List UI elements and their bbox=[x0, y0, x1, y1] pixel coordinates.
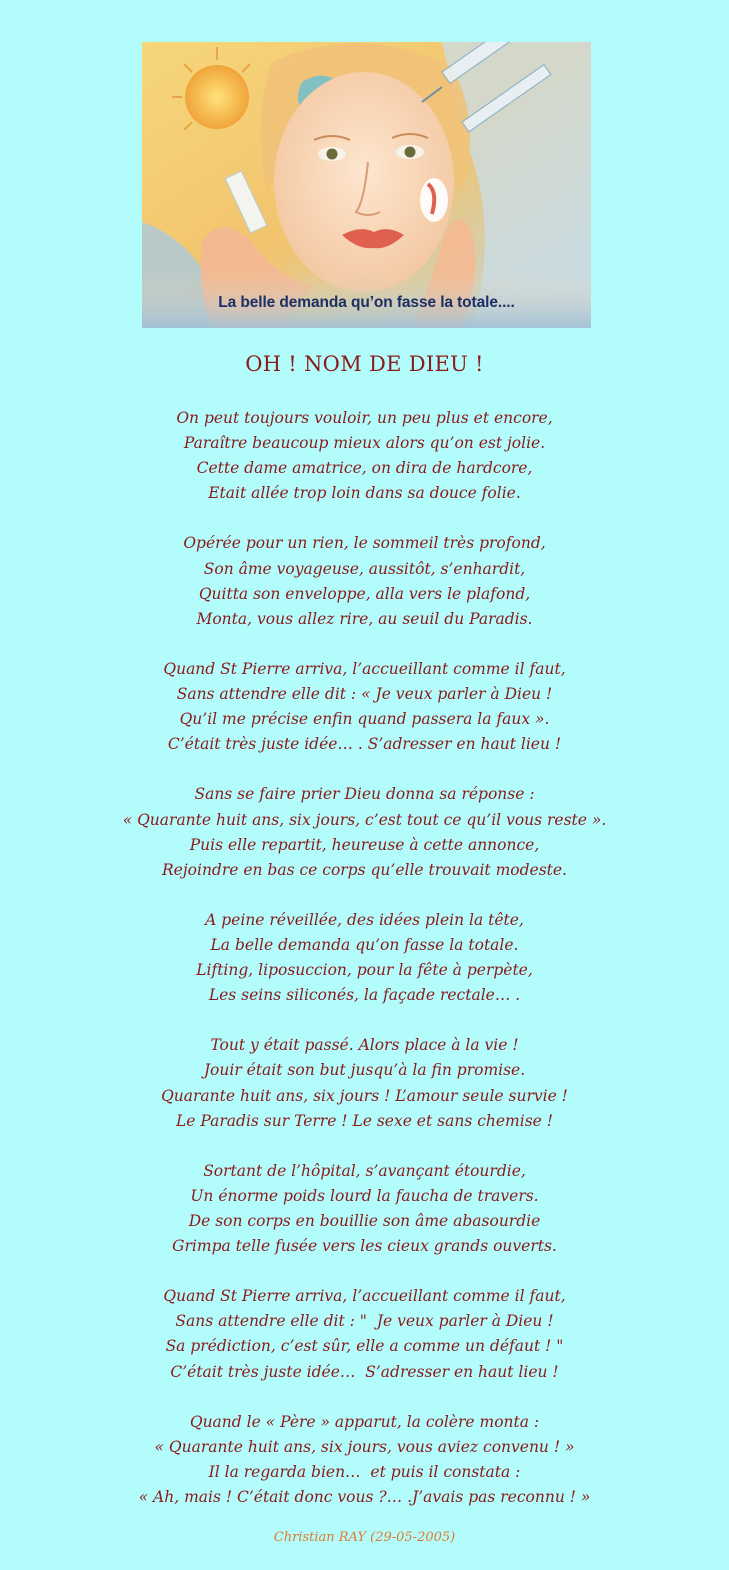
stanza bbox=[0, 657, 729, 757]
poem-line: Quand St Pierre arriva, l’accueillant comme il faut, bbox=[163, 1287, 566, 1306]
poem-line: « Quarante huit ans, six jours, vous aviez convenu ! » bbox=[154, 1437, 575, 1456]
poem-line: Sans attendre elle dit : " Je veux parler à Dieu ! bbox=[175, 1312, 554, 1331]
poem-line: Qu’il me précise enfin quand passera la faux ». bbox=[179, 710, 550, 729]
poem-line: Rejoindre en bas ce corps qu’elle trouvait modeste. bbox=[162, 860, 567, 879]
poem-line: Le Paradis sur Terre ! Le sexe et sans chemise ! bbox=[176, 1111, 553, 1130]
poem-line: Quand St Pierre arriva, l’accueillant comme il faut, bbox=[163, 659, 566, 678]
poem-body bbox=[0, 406, 729, 1535]
poem-line: Les seins siliconés, la façade rectale… . bbox=[208, 986, 521, 1005]
poem-line: Sortant de l’hôpital, s’avançant étourdie, bbox=[203, 1161, 526, 1180]
stanza bbox=[0, 1410, 729, 1510]
stanza bbox=[0, 1033, 729, 1133]
stanza bbox=[0, 531, 729, 631]
poem-line: Cette dame amatrice, on dira de hardcore, bbox=[196, 459, 533, 478]
poem-line: Puis elle repartit, heureuse à cette annonce, bbox=[189, 835, 540, 854]
poem-line: Grimpa telle fusée vers les cieux grands ouverts. bbox=[172, 1237, 557, 1256]
poem-line: Monta, vous allez rire, au seuil du Paradis. bbox=[196, 609, 533, 628]
poem-line: Jouir était son but jusqu’à la fin promise. bbox=[203, 1061, 526, 1080]
poem-line: Sa prédiction, c’est sûr, elle a comme un défaut ! " bbox=[165, 1337, 564, 1356]
stanza bbox=[0, 1284, 729, 1384]
poem-line: Il la regarda bien… et puis il constata : bbox=[208, 1462, 521, 1481]
poem-line: De son corps en bouillie son âme abasourdie bbox=[188, 1212, 541, 1230]
stanza bbox=[0, 1159, 729, 1259]
stanza bbox=[0, 782, 729, 882]
poem-line: Sans se faire prier Dieu donna sa réponse : bbox=[194, 785, 535, 804]
poem-line: « Ah, mais ! C’était donc vous ?… .J’avais pas reconnu ! » bbox=[138, 1488, 591, 1507]
poem-line: Opérée pour un rien, le sommeil très profond, bbox=[183, 534, 546, 553]
illustration-image bbox=[142, 42, 591, 328]
illustration-caption: La belle demanda qu’on fasse la totale.... bbox=[218, 294, 515, 311]
poem-line: Quand le « Père » apparut, la colère monta : bbox=[189, 1412, 540, 1431]
woman-portrait-painting bbox=[142, 42, 591, 328]
poem-line: « Quarante huit ans, six jours, c’est tout ce qu’il vous reste ». bbox=[122, 810, 607, 829]
poem-line: C’était très juste idée… . S’adresser en haut lieu ! bbox=[167, 735, 562, 754]
poem-title: OH ! NOM DE DIEU ! bbox=[245, 352, 484, 376]
poem-line: Son âme voyageuse, aussitôt, s’enhardit, bbox=[203, 559, 526, 578]
poem-line: A peine réveillée, des idées plein la tête, bbox=[205, 910, 524, 929]
poem-line: On peut toujours vouloir, un peu plus et encore, bbox=[176, 409, 553, 427]
poem-line: La belle demanda qu’on fasse la totale. bbox=[210, 935, 519, 954]
stanza bbox=[0, 406, 729, 506]
poem-line: Quitta son enveloppe, alla vers le plafond, bbox=[198, 584, 531, 603]
stanza bbox=[0, 908, 729, 1008]
poem-line: Paraître beaucoup mieux alors qu’on est jolie. bbox=[183, 434, 546, 453]
poem-line: Etait allée trop loin dans sa douce folie. bbox=[208, 484, 521, 503]
poem-line: Un énorme poids lourd la faucha de travers. bbox=[190, 1186, 539, 1205]
poem-line: Tout y était passé. Alors place à la vie ! bbox=[210, 1036, 519, 1055]
poem-line: C’était très juste idée… S’adresser en haut lieu ! bbox=[170, 1362, 559, 1381]
author-signature: Christian RAY (29-05-2005) bbox=[273, 1530, 456, 1545]
poem-line: Quarante huit ans, six jours ! L’amour seule survie ! bbox=[161, 1086, 568, 1105]
poem-line: Lifting, liposuccion, pour la fête à perpète, bbox=[196, 961, 533, 980]
poem-line: Sans attendre elle dit : « Je veux parler à Dieu ! bbox=[176, 685, 553, 704]
